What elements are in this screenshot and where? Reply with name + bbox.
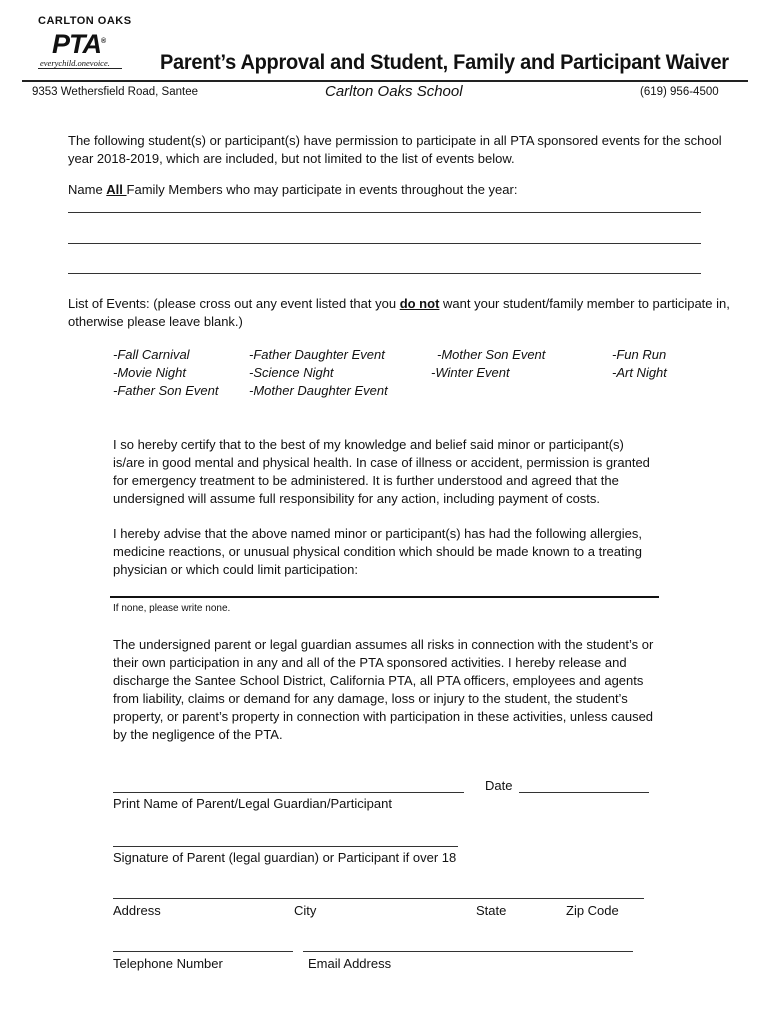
school-phone: (619) 956-4500 bbox=[640, 86, 719, 98]
family-member-line-3[interactable] bbox=[68, 273, 701, 274]
permission-intro: The following student(s) or participant(s) have permission to participate in all PTA sponsored events for the school year 2018-2019, which are included, but not limited to the list of events below. bbox=[68, 133, 722, 166]
registered-mark: ® bbox=[101, 38, 106, 45]
do-not-emphasis: do not bbox=[399, 296, 440, 311]
event-science-night[interactable]: -Science Night bbox=[249, 365, 334, 380]
allergy-input-line[interactable] bbox=[110, 596, 659, 598]
event-fall-carnival[interactable]: -Fall Carnival bbox=[113, 347, 190, 362]
school-address: 9353 Wethersfield Road, Santee bbox=[32, 86, 199, 98]
date-line[interactable] bbox=[519, 792, 649, 793]
signature-label: Signature of Parent (legal guardian) or Participant if over 18 bbox=[113, 850, 457, 865]
email-label: Email Address bbox=[308, 956, 392, 971]
event-father-son[interactable]: -Father Son Event bbox=[113, 383, 219, 398]
print-name-label: Print Name of Parent/Legal Guardian/Participant bbox=[113, 796, 392, 811]
event-winter[interactable]: -Winter Event bbox=[431, 365, 510, 380]
zip-code-label: Zip Code bbox=[566, 903, 619, 918]
none-instruction: If none, please write none. bbox=[113, 603, 231, 614]
telephone-label: Telephone Number bbox=[113, 956, 223, 971]
events-instructions bbox=[68, 295, 738, 331]
family-member-line-2[interactable] bbox=[68, 243, 701, 244]
events-intro-a: List of Events: (please cross out any event listed that you bbox=[68, 296, 400, 311]
logo-divider bbox=[38, 68, 122, 69]
school-name: Carlton Oaks School bbox=[325, 83, 463, 100]
logo-org-name: CARLTON OAKS bbox=[38, 15, 132, 27]
event-movie-night[interactable]: -Movie Night bbox=[113, 365, 186, 380]
signature-line[interactable] bbox=[113, 846, 458, 847]
name-suffix: Family Members who may participate in events throughout the year: bbox=[126, 182, 518, 197]
date-label: Date bbox=[485, 778, 513, 793]
city-label: City bbox=[294, 903, 317, 918]
logo-brand: PTA bbox=[52, 29, 101, 59]
event-mother-daughter[interactable]: -Mother Daughter Event bbox=[249, 383, 388, 398]
events-intro-b: want your student/family member to participate in, otherwise please leave blank.) bbox=[68, 296, 730, 329]
print-name-line[interactable] bbox=[113, 792, 464, 793]
header-divider bbox=[22, 80, 748, 82]
event-father-daughter[interactable]: -Father Daughter Event bbox=[249, 347, 385, 362]
logo-tagline: everychild.onevoice. bbox=[40, 58, 110, 68]
email-line[interactable] bbox=[303, 951, 633, 952]
event-fun-run[interactable]: -Fun Run bbox=[612, 347, 667, 362]
event-mother-son[interactable]: -Mother Son Event bbox=[437, 347, 546, 362]
risk-release-statement: The undersigned parent or legal guardian assumes all risks in connection with the student’s or their own participation in any and all of the PTA sponsored activities. I hereby release and discharge the Santee School District, California PTA, all PTA officers, employees and agents from liability, claims or demand for any damage, loss or injury to the student, the student’s property, or parent’s property in connection with participation in these activities, unless caused by the negligence of the PTA. bbox=[113, 637, 654, 742]
address-line[interactable] bbox=[113, 898, 644, 899]
pta-logo bbox=[52, 27, 105, 59]
health-certification: I so hereby certify that to the best of my knowledge and belief said minor or participant(s) is/are in good mental and physical health. In case of illness or accident, permission is granted for emergency treatment to be administered. It is further understood and agreed that the undersigned will assume full responsibility for any action, including payment of costs. bbox=[113, 437, 650, 506]
family-member-line-1[interactable] bbox=[68, 212, 701, 213]
family-members-prompt bbox=[68, 181, 738, 199]
telephone-line[interactable] bbox=[113, 951, 293, 952]
state-label: State bbox=[476, 903, 507, 918]
allergy-advisory: I hereby advise that the above named minor or participant(s) has had the following allergies, medicine reactions, or unusual physical condition which should be made known to a treating physician or which could limit participation: bbox=[113, 526, 642, 577]
address-label: Address bbox=[113, 903, 161, 918]
event-art-night[interactable]: -Art Night bbox=[612, 365, 667, 380]
name-prefix: Name bbox=[68, 182, 107, 197]
name-all-emphasis: All bbox=[106, 182, 127, 197]
page-title: Parent’s Approval and Student, Family and Participant Waiver bbox=[160, 50, 729, 74]
